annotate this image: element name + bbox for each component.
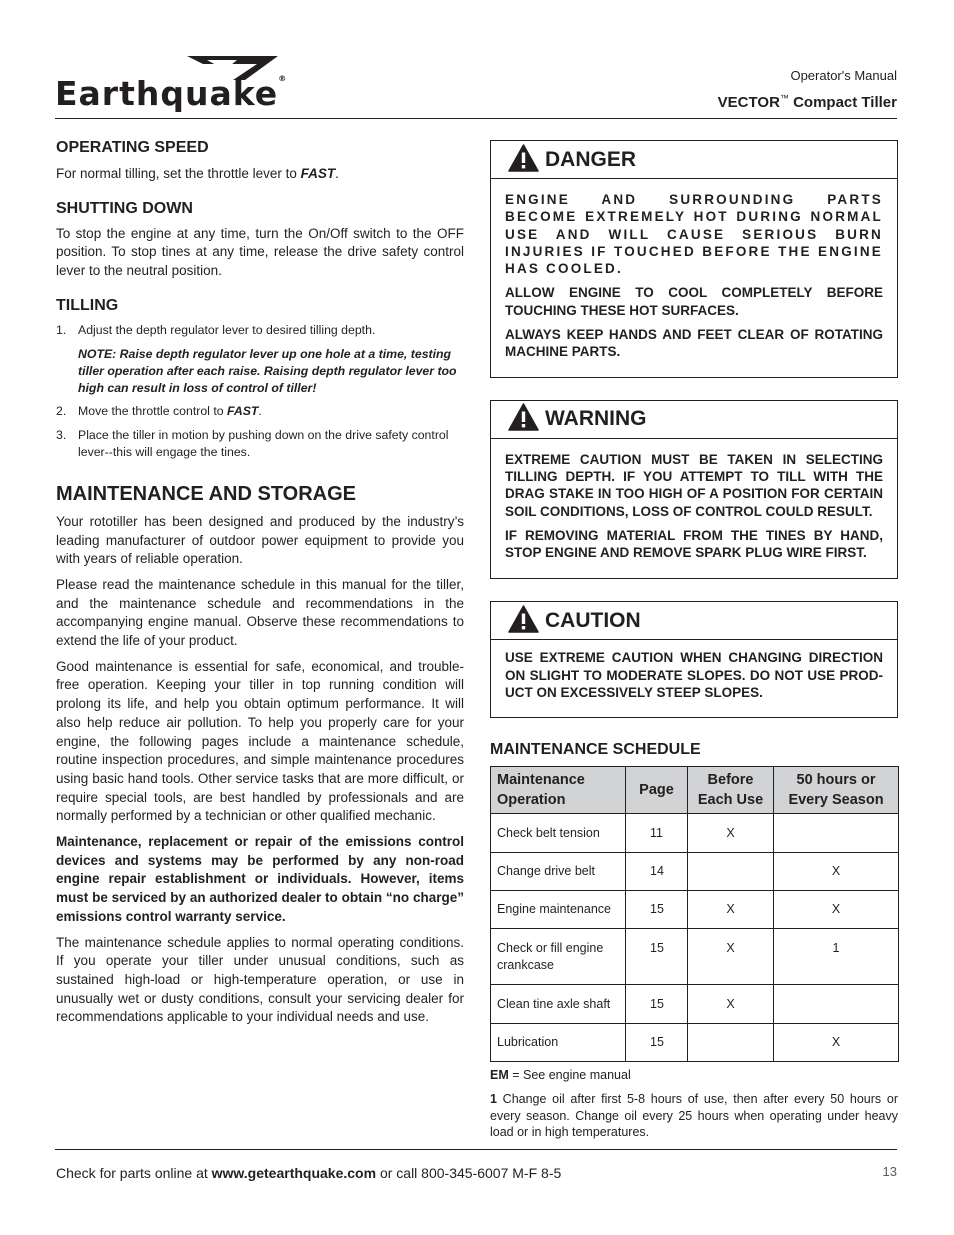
table-cell: 11: [626, 814, 688, 853]
warning-box: [490, 400, 898, 580]
tilling-step-1: 1. Adjust the depth regulator lever to desired tilling depth.: [56, 322, 376, 337]
caution-title: CAUTION: [545, 608, 641, 632]
logo-wordmark: Earthquake®: [55, 74, 288, 113]
product-title: VECTOR™ Compact Tiller: [717, 93, 897, 111]
warning-triangle-icon: [508, 403, 539, 431]
table-cell: 1: [774, 929, 899, 985]
table-cell: X: [774, 1024, 899, 1062]
warning-title: WARNING: [545, 407, 647, 431]
shutting-down-text: To stop the engine at any time, turn the On/Off switch to the OFF position. To stop tines at any time, release the drive safety control lever to the neutral position.: [56, 225, 464, 279]
maintenance-paragraph-3: Good maintenance is essential for safe, economical, and trouble-free operation. Keeping your tiller in top running condition will prolong its life, and help you obtain optimum performance. It will also help reduce air pollution. To help you properly care for your engine, the following pages include a maintenance schedule, routine inspection procedures, and simple maintenance procedures using basic hand tools. Other service tasks that are more difficult, or require special tools, are best handled by professionals and are normally performed by a technician or other qualified mechanic.: [56, 658, 464, 824]
manual-label: Operator's Manual: [790, 68, 897, 83]
table-header-row: [491, 767, 899, 814]
tilling-step-3: 3. Place the tiller in motion by pushing down on the drive safety control lever--this will engage the tines.: [56, 427, 449, 459]
table-cell: 15: [626, 891, 688, 929]
maintenance-schedule-heading: MAINTENANCE SCHEDULE: [490, 741, 701, 759]
danger-header: [491, 141, 897, 179]
emissions-notice: Maintenance, replacement or repair of the emissions control devices and systems may be performed by any non-road engine repair establishment or individuals. However, items must be serviced by an authorized dealer to obtain “no charge” emissions control warranty service.: [56, 834, 464, 924]
maintenance-schedule-table: [490, 766, 899, 1062]
danger-title: DANGER: [545, 147, 637, 171]
warning-triangle-icon: [508, 144, 539, 172]
table-cell: Lubrication: [491, 1024, 626, 1062]
maintenance-paragraph-2: Please read the maintenance schedule in this manual for the tiller, and the maintenance schedule and recommendations in the accompanying engine manual. Observe these recommendations to extend the life of your product.: [56, 576, 464, 649]
footer-text: Check for parts online at www.getearthquake.com or call 800-345-6007 M-F 8-5: [56, 1165, 562, 1181]
caution-header: [491, 602, 897, 640]
caution-text-1: USE EXTREME CAUTION WHEN CHANGING DIRECTION ON SLIGHT TO MODERATE SLOPES. DO NOT USE PROD-UCT ON EXCESSIVELY STEEP SLOPES.: [505, 650, 883, 701]
table-row: [491, 1024, 899, 1062]
footnote-em: EM = See engine manual: [490, 1068, 631, 1083]
right-column: [490, 140, 898, 1141]
maintenance-paragraph-5: The maintenance schedule applies to normal operating conditions. If you operate your tiller under unusual conditions, such as sustained high-load or high-temperature operation, or use in unusually wet or dusty conditions, consult your servicing dealer for recommendations applicable to your individual needs and use.: [56, 934, 464, 1025]
table-cell: Clean tine axle shaft: [491, 985, 626, 1024]
table-cell: X: [688, 814, 774, 853]
website-link[interactable]: www.getearthquake.com: [211, 1165, 377, 1181]
document-header: [718, 68, 897, 113]
table-cell: X: [774, 853, 899, 891]
table-cell: Engine maintenance: [491, 891, 626, 929]
tilling-heading: TILLING: [56, 296, 119, 314]
column-header: Maintenance Operation: [491, 767, 626, 814]
warning-text-2: IF REMOVING MATERIAL FROM THE TINES BY HAND, STOP ENGINE AND REMOVE SPARK PLUG WIRE FIRST.: [505, 527, 883, 561]
header-divider: [55, 118, 897, 119]
danger-box: [490, 140, 898, 378]
table-cell: Check belt tension: [491, 814, 626, 853]
table-cell: 15: [626, 985, 688, 1024]
danger-text-2: ALLOW ENGINE TO COOL COMPLETELY BEFORE TOUCHING THESE HOT SURFACES.: [505, 285, 883, 318]
table-cell: [688, 1024, 774, 1062]
shutting-down-heading: SHUTTING DOWN: [56, 199, 193, 217]
table-cell: [774, 814, 899, 853]
operating-speed-text: For normal tilling, set the throttle lever to FAST.: [56, 166, 339, 181]
table-cell: Check or fill engine crankcase: [491, 929, 626, 985]
footnote-1: 1 Change oil after first 5-8 hours of use, then after every 50 hours or every season. Change oil every 25 hours when operating under heavy load or in high temperatures.: [490, 1092, 898, 1140]
table-cell: Change drive belt: [491, 853, 626, 891]
table-cell: X: [688, 891, 774, 929]
table-cell: X: [688, 985, 774, 1024]
warning-header: [491, 401, 897, 439]
column-header: Page: [626, 767, 688, 814]
table-row: [491, 929, 899, 985]
warning-triangle-icon: [508, 605, 539, 633]
footer-divider: [55, 1149, 897, 1150]
column-header: Before Each Use: [688, 767, 774, 814]
brand-logo: [55, 52, 288, 114]
maintenance-paragraph-1: Your rototiller has been designed and produced by the industry’s leading manufacturer of outdoor power equipment to provide you with years of reliable operation.: [56, 513, 464, 567]
danger-text-3: ALWAYS KEEP HANDS AND FEET CLEAR OF ROTATING MACHINE PARTS.: [505, 327, 883, 360]
operating-speed-heading: OPERATING SPEED: [56, 139, 209, 156]
table-cell: [688, 853, 774, 891]
page-number: 13: [882, 1164, 897, 1179]
column-header: 50 hours or Every Season: [774, 767, 899, 814]
tilling-note: NOTE: Raise depth regulator lever up one hole at a time, testing tiller operation after each raise. Raising depth regulator lever too high can result in loss of control of tiller!: [78, 346, 457, 395]
table-cell: [774, 985, 899, 1024]
table-cell: 14: [626, 853, 688, 891]
table-row: [491, 891, 899, 929]
left-column: [56, 138, 464, 1027]
tilling-step-2: 2. Move the throttle control to FAST.: [56, 403, 262, 418]
table-cell: X: [688, 929, 774, 985]
table-row: [491, 853, 899, 891]
caution-box: [490, 601, 898, 718]
danger-text-1: ENGINE AND SURROUNDING PARTS BECOME EXTREMELY HOT DURING NORMAL USE AND WILL CAUSE SERIOUS BURN INJURIES IF TOUCHED BEFORE THE ENGINE HAS COOLED.: [505, 192, 883, 277]
table-cell: 15: [626, 929, 688, 985]
table-row: [491, 814, 899, 853]
table-row: [491, 985, 899, 1024]
table-cell: 15: [626, 1024, 688, 1062]
table-cell: X: [774, 891, 899, 929]
maintenance-heading: MAINTENANCE AND STORAGE: [56, 482, 357, 505]
warning-text-1: EXTREME CAUTION MUST BE TAKEN IN SELECTING TILLING DEPTH. IF YOU ATTEMPT TO TILL WITH THE DRAG STAKE IN TOO HIGH OF A POSITION FOR CERTAIN SOIL CONDITIONS, LOSS OF CONTROL COULD RESULT.: [505, 451, 883, 519]
